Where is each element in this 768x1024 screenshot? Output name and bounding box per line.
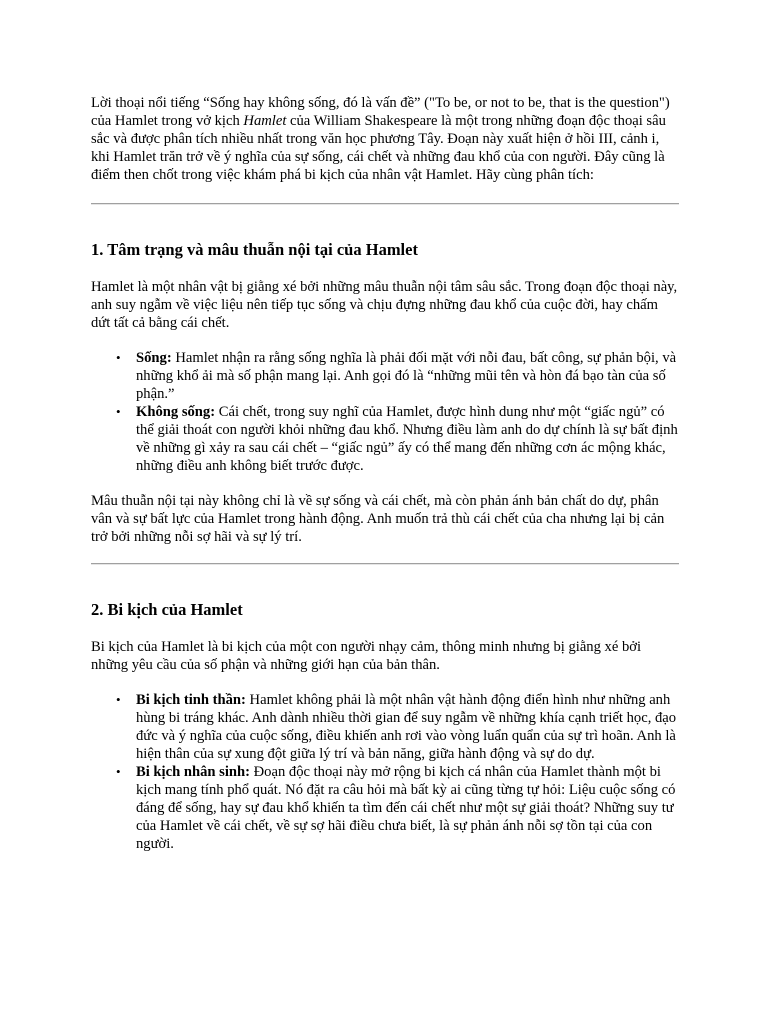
intro-text-part2: của William Shakespeare là một trong những đoạn độc thoại sâu sắc và được phân tích nhiều nhất trong văn học phương Tây. Đoạn này xuất hiện ở hồi III, cảnh i, khi Hamlet trăn trở về ý nghĩa của sự sống, cái chết và những đau khổ của con người. Đây cũng là điểm then chốt trong việc khám phá bi kịch của nhân vật Hamlet. Hãy cùng phân tích: [91,113,666,183]
section-2-paragraph: Bi kịch của Hamlet là bi kịch của một con người nhạy cảm, thông minh nhưng bị giằng xé bởi những yêu cầu của số phận và những giới hạn của bản thân. [91,639,642,673]
bullet-icon: • [116,404,121,419]
list-item-text: Hamlet nhận ra rằng sống nghĩa là phải đối mặt với nỗi đau, bất công, sự phản bội, và những khổ ải mà số phận mang lại. Anh gọi đó là “những mũi tên và hòn đá bạo tàn của số phận.” [136,350,677,402]
section-divider-2 [91,563,679,565]
list-item-text: Hamlet không phải là một nhân vật hành động điển hình như những anh hùng bi tráng khác. Anh dành nhiều thời gian để suy ngẫm về những khía cạnh triết học, đạo đức và ý nghĩa của cuộc sống, điều khiến anh rơi vào vòng luẩn quẩn của sự trì hoãn. Anh là hiện thân của sự xung đột giữa lý trí và bản năng, giữa hành động và sự do dự. [136,692,677,762]
list-item-term: Sống: [136,350,172,366]
bullet-icon: • [116,764,121,779]
list-item-text: Đoạn độc thoại này mở rộng bi kịch cá nhân của Hamlet thành một bi kịch mang tính phổ quát. Nó đặt ra câu hỏi mà bất kỳ ai cũng từng tự hỏi: Liệu cuộc sống có đáng để sống, hay sự đau khổ khiến ta tìm đến cái chết như một sự giải thoát? Những suy tư của Hamlet về cái chết, về sự sợ hãi điều chưa biết, là sự phản ánh nỗi sợ tồn tại của con người. [136,764,676,852]
list-item-term: Bi kịch tinh thần: [136,692,246,708]
section-2-list [91,691,679,853]
section-1-list [91,349,679,475]
section-divider-1 [91,203,679,205]
list-item [116,691,679,763]
section-1-heading: 1. Tâm trạng và mâu thuẫn nội tại của Hamlet [91,240,418,259]
bullet-icon: • [116,350,121,365]
list-item [116,763,679,853]
list-item-text: Cái chết, trong suy nghĩ của Hamlet, được hình dung như một “giấc ngủ” có thể giải thoát con người khỏi những đau khổ. Nhưng điều làm anh do dự chính là sự bất định về những gì xảy ra sau cái chết – “giấc ngủ” ấy có thể mang đến những cơn ác mộng khác, những điều anh không biết trước được. [136,404,678,474]
section-1-closing: Mâu thuẫn nội tại này không chỉ là về sự sống và cái chết, mà còn phản ánh bản chất do dự, phân vân và sự bất lực của Hamlet trong hành động. Anh muốn trả thù cái chết của cha nhưng lại bị cản trở bởi những nỗi sợ hãi và sự lý trí. [91,493,665,545]
section-2-heading: 2. Bi kịch của Hamlet [91,600,243,619]
list-item [116,349,679,403]
play-title: Hamlet [243,113,287,129]
list-item-term: Bi kịch nhân sinh: [136,764,250,780]
list-item [116,403,679,475]
list-item-term: Không sống: [136,404,216,420]
bullet-icon: • [116,692,121,707]
intro-text-part1: Lời thoại nổi tiếng “Sống hay không sống, đó là vấn đề” ("To be, or not to be, that is the question") của Hamlet trong vở kịch [91,95,670,129]
intro-paragraph [91,94,679,184]
section-1-paragraph: Hamlet là một nhân vật bị giằng xé bởi những mâu thuẫn nội tâm sâu sắc. Trong đoạn độc thoại này, anh suy ngẫm về việc liệu nên tiếp tục sống và chịu đựng những đau khổ của cuộc đời, hay chấm dứt tất cả bằng cái chết. [91,279,678,331]
article-body [91,94,679,853]
